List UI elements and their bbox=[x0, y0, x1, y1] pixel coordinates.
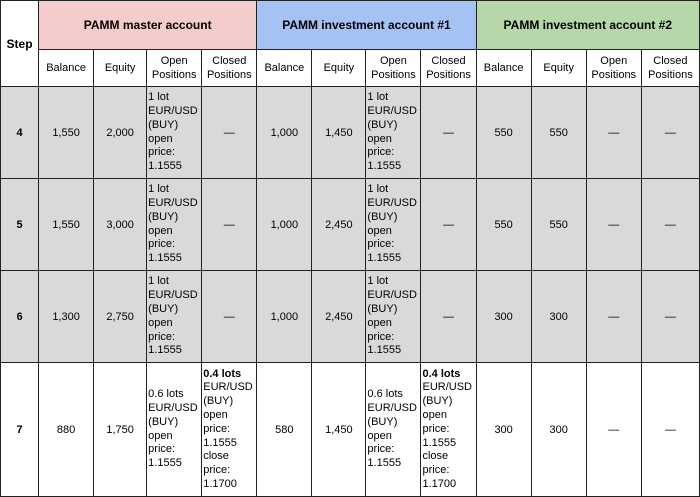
inv2-balance-header: Balance bbox=[476, 49, 531, 86]
group-header-row bbox=[1, 1, 700, 50]
inv2-closed-positions-cell: — bbox=[641, 271, 699, 363]
step-cell: 7 bbox=[1, 363, 39, 497]
step-header: Step bbox=[1, 1, 39, 87]
step-cell: 5 bbox=[1, 179, 39, 271]
inv2-open-positions-cell: — bbox=[586, 363, 641, 497]
inv1-equity-cell: 1,450 bbox=[312, 87, 366, 179]
inv2-balance-cell: 300 bbox=[476, 363, 531, 497]
inv1-equity-header: Equity bbox=[312, 49, 366, 86]
inv2-open-positions-cell: — bbox=[586, 179, 641, 271]
master-equity-cell: 3,000 bbox=[94, 179, 147, 271]
investment-account-2-header: PAMM investment account #2 bbox=[476, 1, 699, 50]
master-open-positions-cell: 1 lot EUR/USD (BUY) open price: 1.1555 bbox=[147, 271, 202, 363]
inv1-open-positions-cell: 1 lot EUR/USD (BUY) open price: 1.1555 bbox=[366, 87, 421, 179]
inv2-equity-cell: 300 bbox=[531, 271, 586, 363]
master-balance-cell: 1,550 bbox=[39, 179, 94, 271]
master-open-positions-header: Open Positions bbox=[147, 49, 202, 86]
inv1-equity-cell: 2,450 bbox=[312, 179, 366, 271]
inv1-closed-positions-header: Closed Positions bbox=[421, 49, 476, 86]
table-row bbox=[1, 87, 700, 179]
inv2-closed-positions-cell: — bbox=[641, 179, 699, 271]
inv1-closed-positions-cell: — bbox=[421, 271, 476, 363]
closed-lot-size: 0.4 lots bbox=[422, 367, 461, 380]
column-header-row bbox=[1, 49, 700, 86]
table-row bbox=[1, 271, 700, 363]
inv1-closed-positions-cell bbox=[421, 363, 476, 497]
inv1-open-positions-cell: 1 lot EUR/USD (BUY) open price: 1.1555 bbox=[366, 179, 421, 271]
inv2-closed-positions-cell: — bbox=[641, 87, 699, 179]
master-balance-cell: 1,550 bbox=[39, 87, 94, 179]
closed-position-details: EUR/USD (BUY) open price: 1.1555 close price: 1.1700 bbox=[203, 381, 253, 490]
master-balance-cell: 1,300 bbox=[39, 271, 94, 363]
inv1-balance-cell: 1,000 bbox=[257, 87, 312, 179]
master-equity-cell: 2,000 bbox=[94, 87, 147, 179]
master-balance-cell: 880 bbox=[39, 363, 94, 497]
inv1-balance-cell: 1,000 bbox=[257, 271, 312, 363]
master-equity-header: Equity bbox=[94, 49, 147, 86]
master-closed-positions-header: Closed Positions bbox=[202, 49, 257, 86]
inv2-equity-cell: 550 bbox=[531, 179, 586, 271]
inv2-balance-cell: 300 bbox=[476, 271, 531, 363]
inv2-open-positions-cell: — bbox=[586, 87, 641, 179]
master-equity-cell: 2,750 bbox=[94, 271, 147, 363]
master-open-positions-cell: 0.6 lots EUR/USD (BUY) open price: 1.1555 bbox=[147, 363, 202, 497]
table-row bbox=[1, 179, 700, 271]
master-balance-header: Balance bbox=[39, 49, 94, 86]
inv1-equity-cell: 2,450 bbox=[312, 271, 366, 363]
table-row bbox=[1, 363, 700, 497]
inv2-open-positions-header: Open Positions bbox=[586, 49, 641, 86]
inv1-closed-positions-cell: — bbox=[421, 87, 476, 179]
master-open-positions-cell: 1 lot EUR/USD (BUY) open price: 1.1555 bbox=[147, 87, 202, 179]
inv1-open-positions-cell: 1 lot EUR/USD (BUY) open price: 1.1555 bbox=[366, 271, 421, 363]
inv2-equity-cell: 550 bbox=[531, 87, 586, 179]
step-cell: 4 bbox=[1, 87, 39, 179]
master-closed-positions-cell: — bbox=[202, 179, 257, 271]
master-open-positions-cell: 1 lot EUR/USD (BUY) open price: 1.1555 bbox=[147, 179, 202, 271]
inv2-open-positions-cell: — bbox=[586, 271, 641, 363]
master-closed-positions-cell: — bbox=[202, 271, 257, 363]
inv1-closed-positions-cell: — bbox=[421, 179, 476, 271]
step-cell: 6 bbox=[1, 271, 39, 363]
inv2-balance-cell: 550 bbox=[476, 179, 531, 271]
inv1-balance-cell: 1,000 bbox=[257, 179, 312, 271]
closed-lot-size: 0.4 lots bbox=[203, 367, 242, 380]
inv2-equity-header: Equity bbox=[531, 49, 586, 86]
inv2-closed-positions-cell: — bbox=[641, 363, 699, 497]
master-account-header: PAMM master account bbox=[39, 1, 257, 50]
master-closed-positions-cell bbox=[202, 363, 257, 497]
inv2-balance-cell: 550 bbox=[476, 87, 531, 179]
inv1-open-positions-cell: 0.6 lots EUR/USD (BUY) open price: 1.1555 bbox=[366, 363, 421, 497]
closed-position-details: EUR/USD (BUY) open price: 1.1555 close price: 1.1700 bbox=[422, 381, 472, 490]
inv2-closed-positions-header: Closed Positions bbox=[641, 49, 699, 86]
master-closed-positions-cell: — bbox=[202, 87, 257, 179]
inv1-balance-cell: 580 bbox=[257, 363, 312, 497]
inv1-balance-header: Balance bbox=[257, 49, 312, 86]
inv2-equity-cell: 300 bbox=[531, 363, 586, 497]
master-equity-cell: 1,750 bbox=[94, 363, 147, 497]
investment-account-1-header: PAMM investment account #1 bbox=[257, 1, 476, 50]
inv1-open-positions-header: Open Positions bbox=[366, 49, 421, 86]
inv1-equity-cell: 1,450 bbox=[312, 363, 366, 497]
